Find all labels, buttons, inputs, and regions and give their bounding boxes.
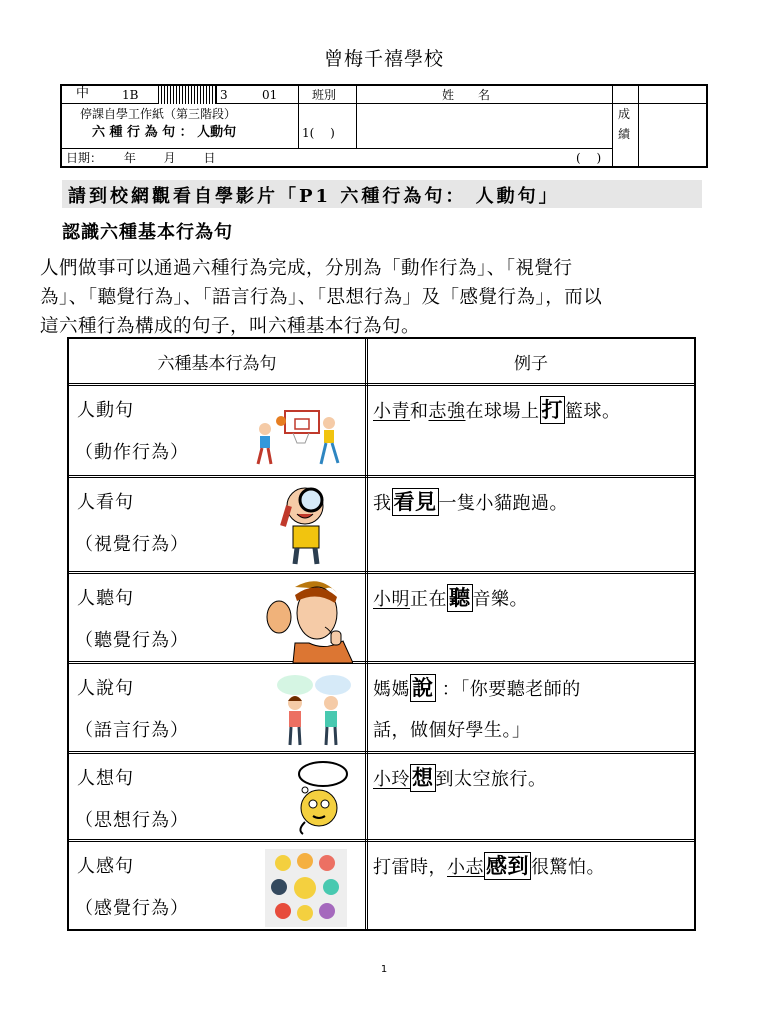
- student-info-table: [60, 84, 708, 168]
- paragraph-line: 這六種行為構成的句子，叫六種基本行為句。: [40, 316, 421, 337]
- magnifier-boy-icon: [277, 484, 337, 568]
- number-1: 3: [220, 88, 228, 102]
- video-instruction: 請到校網觀看自學影片「P1 六種行為句： 人動句」: [68, 186, 560, 207]
- col1-header: 六種基本行為句: [157, 354, 277, 374]
- worksheet-title: 停課自學工作紙（第三階段）: [80, 107, 237, 121]
- score-paren: ( ): [576, 151, 602, 165]
- sentence-type: 人說句: [77, 678, 134, 699]
- action-verb: 聽: [449, 585, 471, 610]
- sentence-text: 我: [373, 493, 392, 514]
- example-sentence-cont: 話，做個好學生。」: [373, 720, 531, 741]
- sentence-text: 音樂。: [472, 589, 528, 610]
- behavior-category: （聽覺行為）: [75, 630, 189, 651]
- action-verb: 感到: [486, 853, 529, 878]
- name-label: 姓 名: [442, 88, 491, 102]
- emoji-faces-icon: [265, 849, 347, 927]
- talking-kids-icon: [275, 673, 353, 749]
- action-verb: 想: [412, 765, 434, 790]
- school-name: 曾梅千禧學校: [323, 48, 444, 70]
- page-number: 1: [380, 964, 388, 975]
- subject-name: 小青: [373, 401, 410, 422]
- sentence-text: 和: [410, 401, 429, 422]
- basketball-kids-icon: [253, 409, 345, 467]
- intro-paragraph: [40, 254, 730, 341]
- sentence-text: ：「你要聽老師的: [435, 679, 581, 700]
- thinking-emoji-icon: [287, 760, 351, 836]
- sentence-text: 在球場上: [465, 401, 540, 422]
- worksheet-topic: 六 種 行 為 句 ： 人動句: [92, 125, 237, 140]
- grade-label-1: 成: [618, 107, 631, 121]
- level: 中: [76, 86, 90, 101]
- sentence-type: 人感句: [77, 856, 134, 877]
- col2-header: 例子: [514, 354, 548, 374]
- class-code: 1B: [122, 88, 139, 102]
- sentence-type: 人看句: [77, 492, 134, 513]
- sentence-type: 人聽句: [77, 588, 134, 609]
- behavior-category: （思想行為）: [75, 810, 189, 831]
- class-value[interactable]: 1( ): [302, 126, 335, 140]
- sentence-text: 媽媽: [373, 679, 410, 700]
- number-2: 01: [262, 88, 278, 102]
- subject-name: 志強: [428, 401, 466, 422]
- listening-man-icon: [265, 577, 353, 663]
- date-field[interactable]: 日期： 年 月 日: [66, 151, 216, 165]
- section-heading: 認識六種基本行為句: [62, 222, 233, 243]
- sentence-text: 一隻小貓跑過。: [438, 493, 568, 514]
- sentence-types-table: [67, 337, 696, 931]
- sentence-text: 籃球。: [565, 401, 621, 422]
- grade-label-2: 績: [618, 127, 631, 141]
- behavior-category: （感覺行為）: [75, 898, 189, 919]
- behavior-category: （語言行為）: [75, 720, 189, 741]
- paragraph-line: 人們做事可以通過六種行為完成，分別為「動作行為」、「視覺行: [40, 258, 573, 279]
- sentence-type: 人想句: [77, 768, 134, 789]
- subject-name: 小玲: [373, 769, 410, 790]
- sentence-type: 人動句: [77, 400, 134, 421]
- sentence-text: 到太空旅行。: [435, 769, 547, 790]
- paragraph-line: 為」、「聽覺行為」、「語言行為」、「思想行為」及「感覺行為」，而以: [40, 287, 603, 308]
- sentence-text: 打雷時，: [373, 857, 447, 878]
- behavior-category: （視覺行為）: [75, 534, 189, 555]
- action-verb: 看見: [393, 489, 437, 514]
- action-verb: 說: [412, 675, 434, 700]
- example-sentence: [373, 764, 547, 792]
- example-sentence: [373, 396, 621, 424]
- example-sentence: [373, 852, 605, 880]
- subject-name: 小明: [373, 589, 410, 610]
- subject-name: 小志: [447, 857, 484, 878]
- sentence-text: 很驚怕。: [531, 857, 605, 878]
- example-sentence: [373, 584, 528, 612]
- barcode: [158, 86, 216, 104]
- example-sentence: [373, 488, 568, 516]
- example-sentence: [373, 674, 581, 702]
- action-verb: 打: [541, 397, 563, 422]
- behavior-category: （動作行為）: [75, 442, 189, 463]
- sentence-text: 正在: [410, 589, 447, 610]
- class-label: 班別: [312, 88, 337, 102]
